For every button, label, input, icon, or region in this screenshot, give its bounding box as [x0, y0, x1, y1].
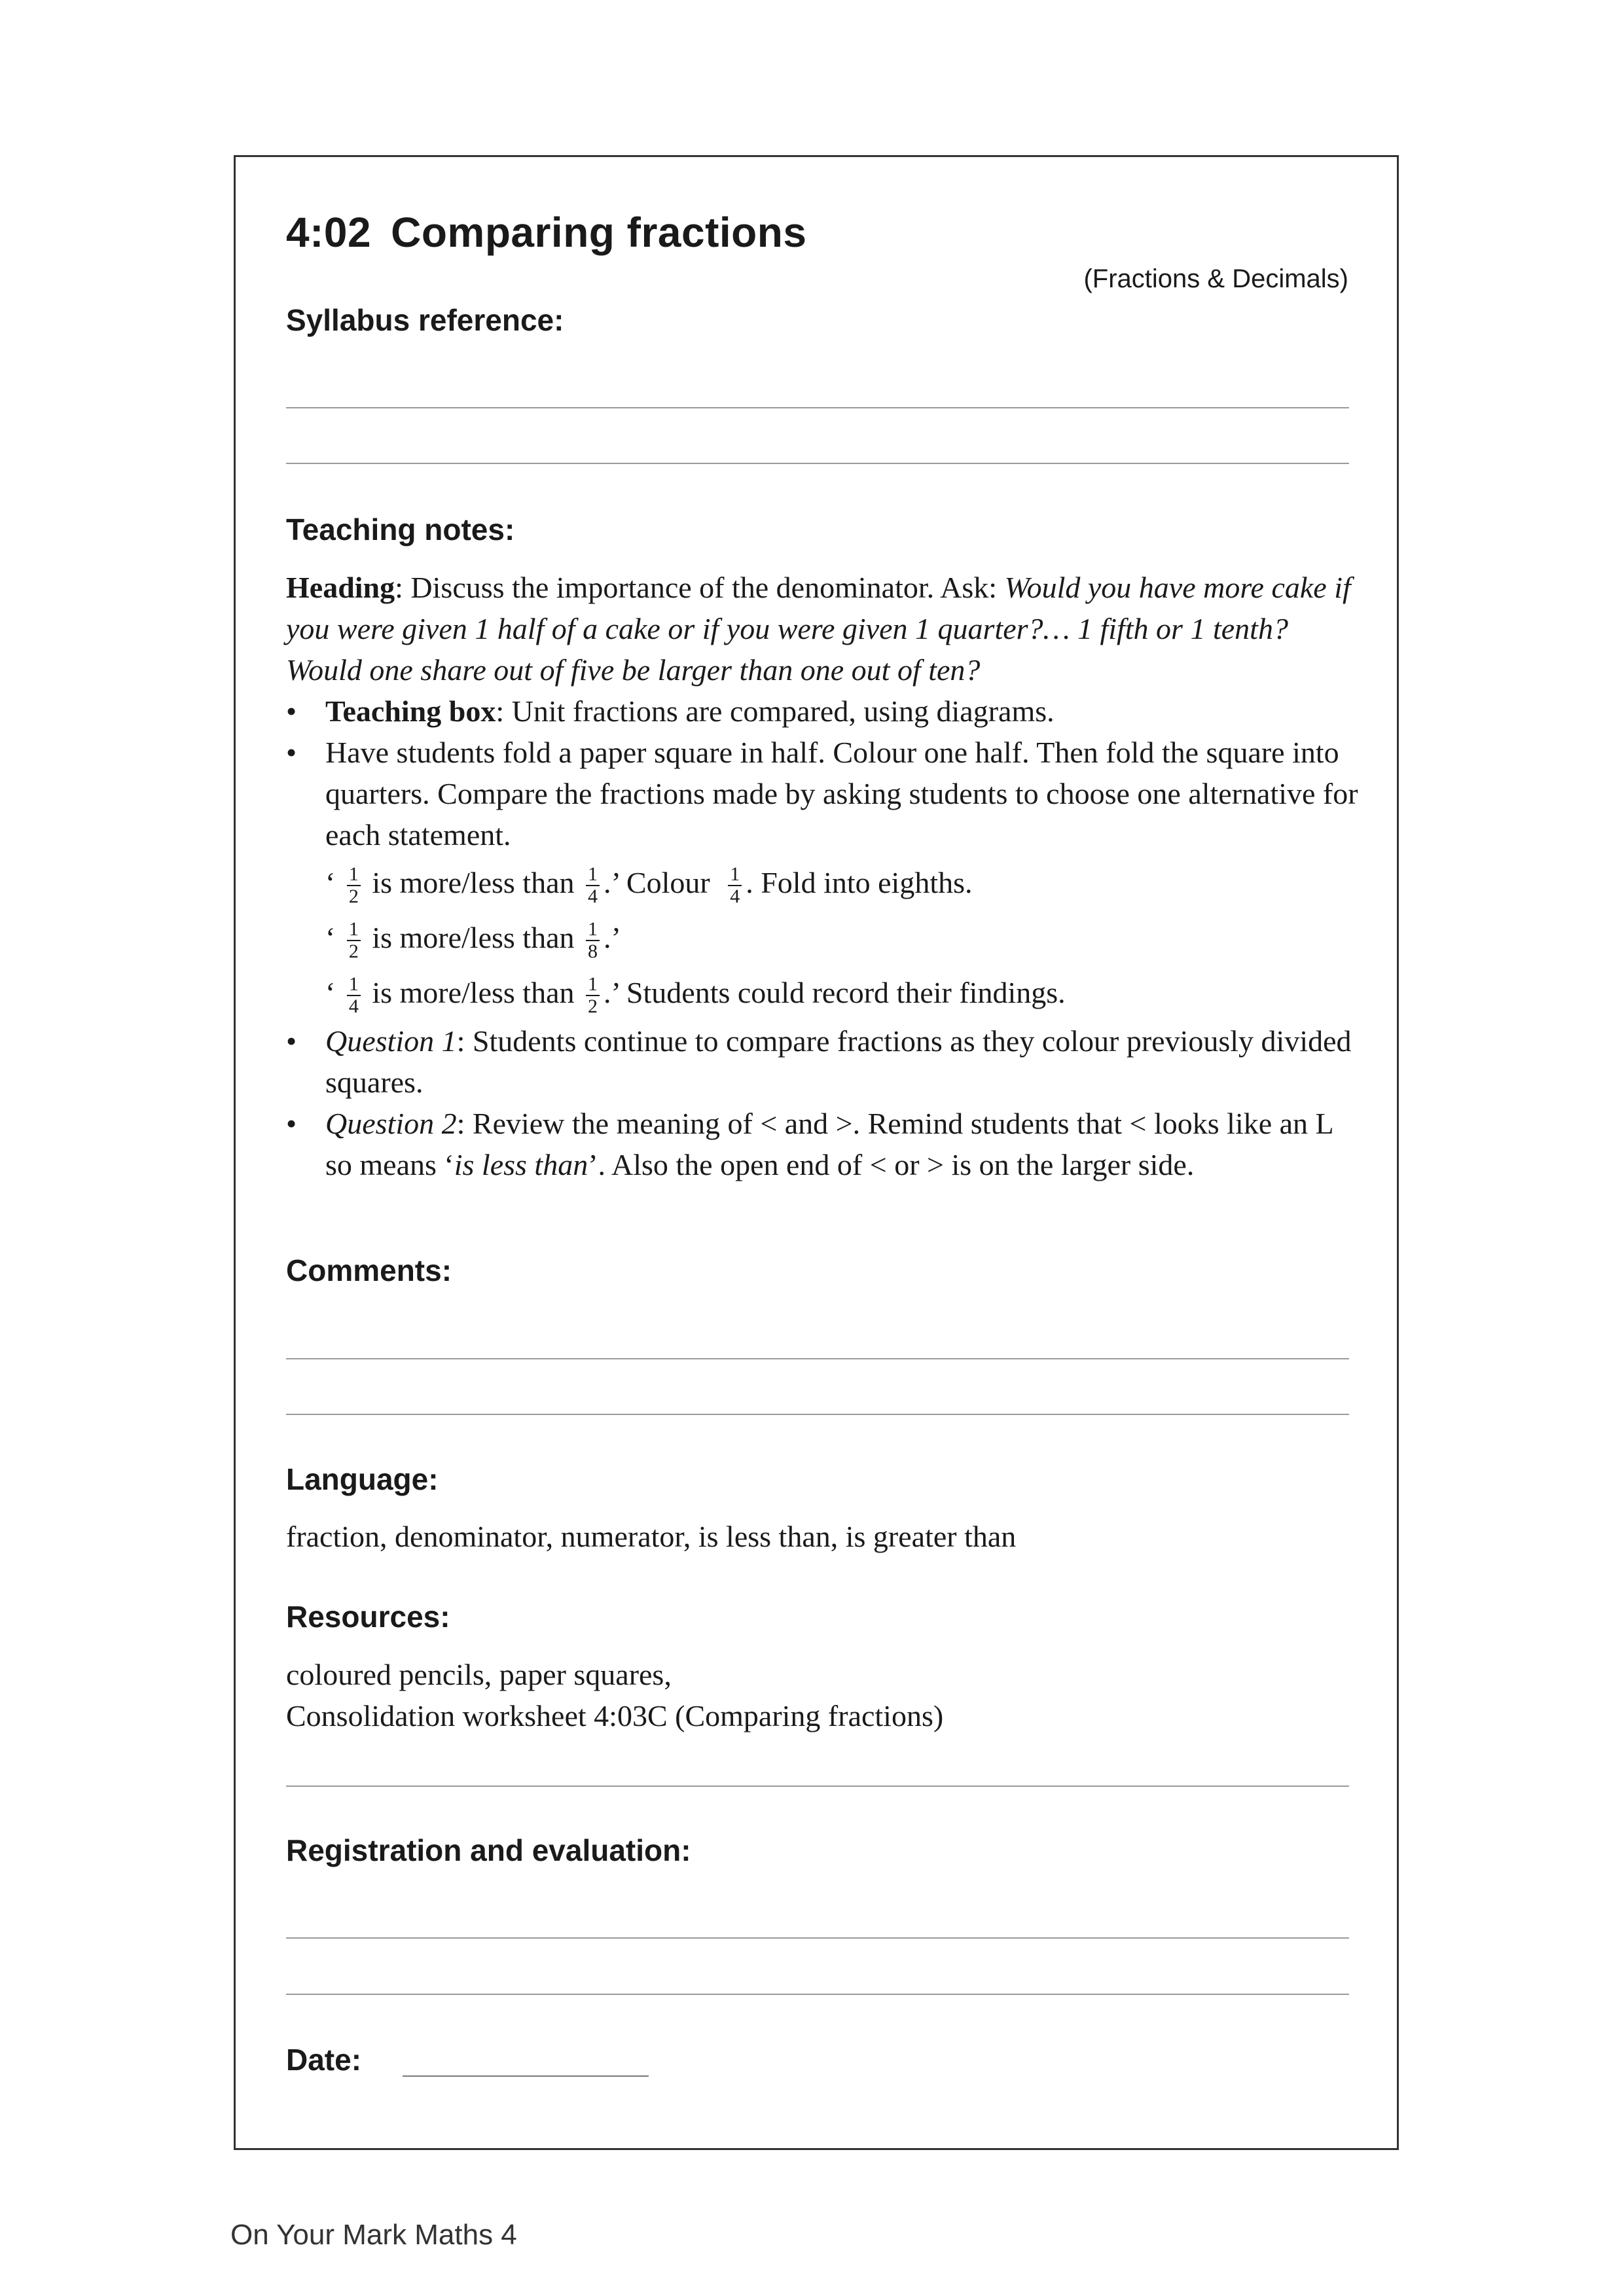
fraction — [586, 920, 600, 961]
numerator: 1 — [586, 865, 600, 886]
registration-heading: Registration and evaluation: — [286, 1833, 691, 1867]
bullet: • — [286, 1024, 297, 1058]
numerator: 1 — [586, 920, 600, 941]
syllabus-line-2 — [286, 463, 1349, 464]
numerator: 1 — [347, 865, 361, 886]
page-title — [286, 208, 806, 257]
b1-rest: : Unit fractions are compared, using diagrams. — [496, 694, 1055, 728]
intro-bold: Heading — [286, 571, 395, 604]
b3-italic: Question 1 — [325, 1024, 457, 1058]
fraction — [347, 865, 361, 906]
denominator: 2 — [348, 941, 359, 963]
list-item — [286, 1103, 1360, 1185]
bullet: • — [286, 736, 297, 769]
bullet: • — [286, 1107, 297, 1140]
syllabus-heading: Syllabus reference: — [286, 303, 564, 337]
b4-rest-2: ’. Also the open end of < or > is on the larger side. — [588, 1148, 1195, 1181]
list-item — [286, 691, 1360, 732]
denominator: 4 — [730, 886, 740, 908]
registration-line-2 — [286, 1994, 1349, 1995]
registration-line-1 — [286, 1937, 1349, 1939]
quote-open: ‘ — [325, 866, 336, 899]
language-heading: Language: — [286, 1462, 439, 1496]
resources-line: Consolidation worksheet 4:03C (Comparing fractions) — [286, 1699, 944, 1732]
denominator: 4 — [588, 886, 598, 908]
resources-heading: Resources: — [286, 1600, 450, 1634]
fraction — [586, 975, 600, 1016]
teaching-notes — [286, 567, 1360, 1185]
fraction — [728, 865, 742, 906]
statement-1 — [286, 855, 1360, 910]
statement-text: is more/less than — [372, 976, 575, 1009]
resources-text — [286, 1654, 943, 1736]
notes-list — [286, 691, 1360, 855]
denominator: 8 — [588, 941, 598, 963]
quote-open: ‘ — [325, 921, 336, 954]
statement-text: is more/less than — [372, 921, 575, 954]
bullet: • — [286, 694, 297, 728]
statement-2 — [286, 910, 1360, 965]
statement-text: is more/less than — [372, 866, 575, 899]
intro-italic: Would you have more cake if you were given 1 half of a cake or if you were given 1 quarter?… 1 fifth or 1 tenth? Would one share out of five be larger than one out of ten? — [286, 571, 1351, 687]
fraction — [347, 975, 361, 1016]
b2-text: Have students fold a paper square in half. Colour one half. Then fold the square into quarters. Compare the fractions made by asking students to choose one alternative for each statement. — [325, 736, 1358, 852]
page-footer: On Your Mark Maths 4 — [230, 2219, 517, 2251]
resources-line-rule — [286, 1785, 1349, 1787]
list-item — [286, 732, 1360, 855]
numerator: 1 — [347, 920, 361, 941]
notes-intro — [286, 567, 1360, 691]
statement-end: .’ Students could record their findings. — [604, 976, 1066, 1009]
intro-plain: : Discuss the importance of the denominator. Ask: — [395, 571, 1005, 604]
b4-rest-1: : Review the meaning of < and >. Remind students that < looks like an L so means ‘ — [325, 1107, 1333, 1181]
denominator: 2 — [588, 996, 598, 1018]
teaching-notes-heading: Teaching notes: — [286, 512, 515, 547]
date-line — [403, 2075, 649, 2077]
statement-end: .’ Colour — [604, 866, 710, 899]
statement-end: .’ — [604, 921, 621, 954]
denominator: 2 — [348, 886, 359, 908]
numerator: 1 — [347, 975, 361, 996]
statement-3 — [286, 965, 1360, 1020]
list-item — [286, 1020, 1360, 1103]
denominator: 4 — [348, 996, 359, 1018]
b4-italic: Question 2 — [325, 1107, 457, 1140]
syllabus-line-1 — [286, 407, 1349, 408]
fraction — [347, 920, 361, 961]
strand-label: (Fractions & Decimals) — [1083, 264, 1348, 293]
b4-italic-2: is less than — [454, 1148, 588, 1181]
b3-rest: : Students continue to compare fractions as they colour previously divided squares. — [325, 1024, 1352, 1099]
date-heading: Date: — [286, 2043, 362, 2077]
statement-tail: . Fold into eighths. — [746, 866, 973, 899]
quote-open: ‘ — [325, 976, 336, 1009]
lesson-title: Comparing fractions — [391, 209, 807, 256]
resources-line: coloured pencils, paper squares, — [286, 1658, 672, 1691]
notes-list-2 — [286, 1020, 1360, 1185]
numerator: 1 — [586, 975, 600, 996]
comments-line-1 — [286, 1358, 1349, 1359]
b1-bold: Teaching box — [325, 694, 496, 728]
language-text: fraction, denominator, numerator, is less than, is greater than — [286, 1520, 1017, 1553]
fraction — [586, 865, 600, 906]
lesson-number: 4:02 — [286, 209, 372, 256]
numerator: 1 — [728, 865, 742, 886]
comments-heading: Comments: — [286, 1253, 452, 1287]
comments-line-2 — [286, 1414, 1349, 1415]
